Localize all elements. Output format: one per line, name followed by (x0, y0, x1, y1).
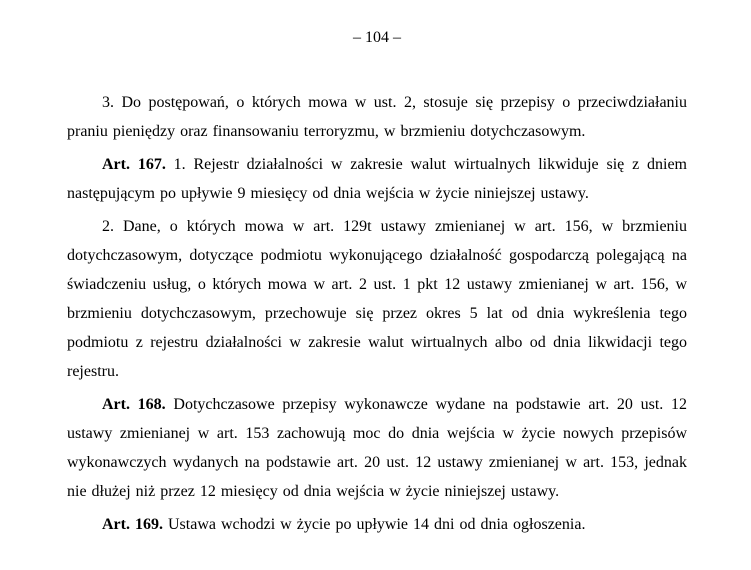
article-label: Art. 168. (102, 396, 166, 413)
page-number: – 104 – (353, 29, 401, 46)
paragraph-art-167-ust-1 (67, 150, 687, 208)
paragraph-text: Dotychczasowe przepisy wykonawcze wydane na podstawie art. 20 ust. 12 ustawy zmienianej w art. 153 zachowują moc do dnia wejścia w życie nowych przepisów wykonawczych wydanych na podstawie art. 20 ust. 12 ustawy zmienianej w art. 153, jednak nie dłużej niż przez 12 miesięcy od dnia wejścia w życie niniejszej ustawy. (67, 396, 687, 500)
paragraph-text: 1. Rejestr działalności w zakresie walut wirtualnych likwiduje się z dniem następującym po upływie 9 miesięcy od dnia wejścia w życie niniejszej ustawy. (67, 156, 688, 202)
paragraph-art-168 (67, 390, 687, 506)
paragraph-art-167-ust-2 (67, 212, 687, 386)
paragraph-art-169 (67, 510, 687, 539)
article-label: Art. 169. (102, 516, 163, 533)
article-label: Art. 167. (102, 156, 166, 173)
paragraph-ust-3 (67, 88, 687, 146)
paragraph-text: Ustawa wchodzi w życie po upływie 14 dni od dnia ogłoszenia. (162, 516, 586, 533)
paragraph-text: 2. Dane, o których mowa w art. 129t ustawy zmienianej w art. 156, w brzmieniu dotychczasowym, dotyczące podmiotu wykonującego działalność gospodarczą polegającą na świadczeniu usług, o których mowa w art. 2 ust. 1 pkt 12 ustawy zmienianej w art. 156, w brzmieniu dotychczasowym, przechowuje się przez okres 5 lat od dnia wykreślenia tego podmiotu z rejestru działalności w zakresie walut wirtualnych albo od dnia likwidacji tego rejestru. (67, 218, 687, 380)
paragraph-text: 3. Do postępowań, o których mowa w ust. 2, stosuje się przepisy o przeciwdziałaniu praniu pieniędzy oraz finansowaniu terroryzmu, w brzmieniu dotychczasowym. (67, 94, 687, 140)
